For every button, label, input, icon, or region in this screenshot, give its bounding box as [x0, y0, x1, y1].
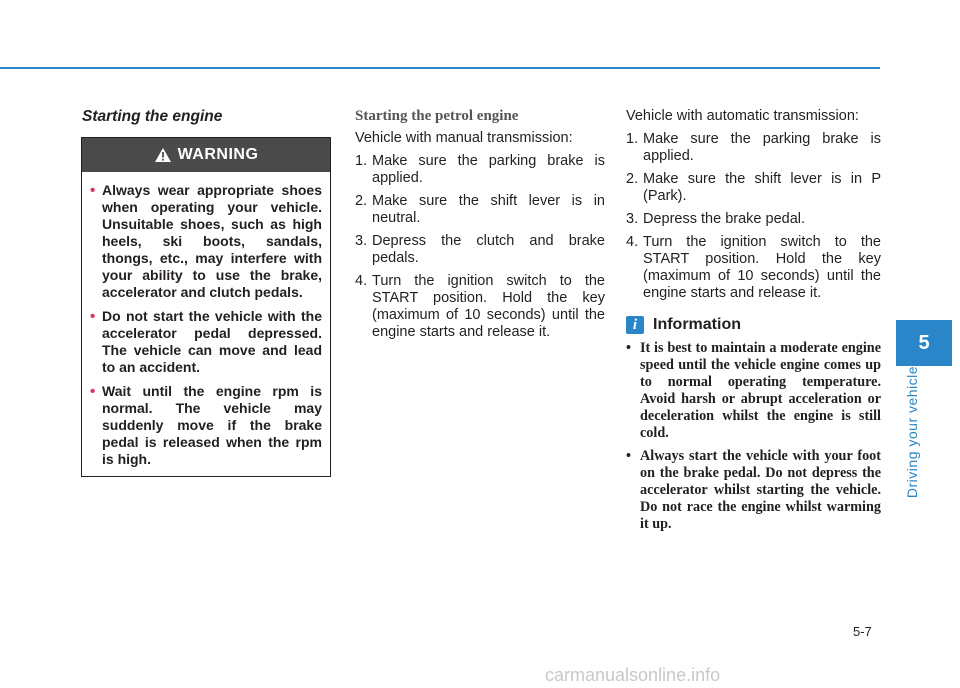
information-title: Information: [653, 316, 741, 333]
manual-step: 1. Make sure the parking brake is applied.: [355, 153, 605, 186]
info-icon: i: [626, 316, 644, 334]
page-number: 5-7: [853, 624, 872, 639]
manual-step: 4. Turn the ignition switch to the START position. Hold the key (maximum of 10 seconds) until the engine starts and release it.: [355, 273, 605, 340]
header-rule: [0, 67, 880, 69]
manual-steps: [355, 153, 605, 341]
auto-steps: [626, 131, 881, 302]
warning-list: [82, 172, 330, 468]
watermark: carmanualsonline.info: [545, 665, 721, 685]
chapter-title: Driving your vehicle: [904, 365, 920, 499]
manual-intro: Vehicle with manual transmission:: [355, 130, 573, 146]
warning-item: • Do not start the vehicle with the accelerator pedal depressed. The vehicle can move and lead to an accident.: [102, 308, 322, 376]
auto-step: 3. Depress the brake pedal.: [626, 211, 806, 227]
chapter-tab: 5: [896, 320, 952, 366]
auto-intro: Vehicle with automatic transmission:: [626, 108, 859, 124]
section-title: Starting the engine: [82, 108, 223, 125]
automatic-column: [626, 108, 881, 539]
petrol-heading: Starting the petrol engine: [355, 108, 519, 124]
auto-step: 2. Make sure the shift lever is in P (Park).: [626, 171, 881, 204]
manual-step: 2. Make sure the shift lever is in neutral.: [355, 193, 605, 226]
warning-triangle-icon: [154, 147, 172, 163]
warning-box: [81, 137, 331, 477]
information-header: [626, 316, 881, 334]
information-list: [626, 340, 881, 533]
warning-item: • Always wear appropriate shoes when operating your vehicle. Unsuitable shoes, such as high heels, ski boots, sandals, thongs, etc., may interfere with your ability to use the brake, accelerator and clutch pedals.: [102, 182, 322, 301]
information-item: • Always start the vehicle with your foot on the brake pedal. Do not depress the accelerator whilst starting the vehicle. Do not race the engine whilst warming it up.: [626, 448, 881, 533]
warning-header: [82, 138, 330, 172]
manual-step: 3. Depress the clutch and brake pedals.: [355, 233, 605, 266]
petrol-column: [355, 108, 605, 347]
auto-step: 1. Make sure the parking brake is applied.: [626, 131, 881, 164]
warning-item: • Wait until the engine rpm is normal. The vehicle may suddenly move if the brake pedal is released when the rpm is high.: [102, 383, 322, 468]
auto-step: 4. Turn the ignition switch to the START position. Hold the key (maximum of 10 seconds) until the engine starts and release it.: [626, 234, 881, 301]
warning-title: WARNING: [177, 146, 259, 163]
information-item: • It is best to maintain a moderate engine speed until the vehicle engine comes up to normal operating temperature. Avoid harsh or abrupt acceleration or deceleration whilst the engine is still cold.: [626, 340, 881, 442]
